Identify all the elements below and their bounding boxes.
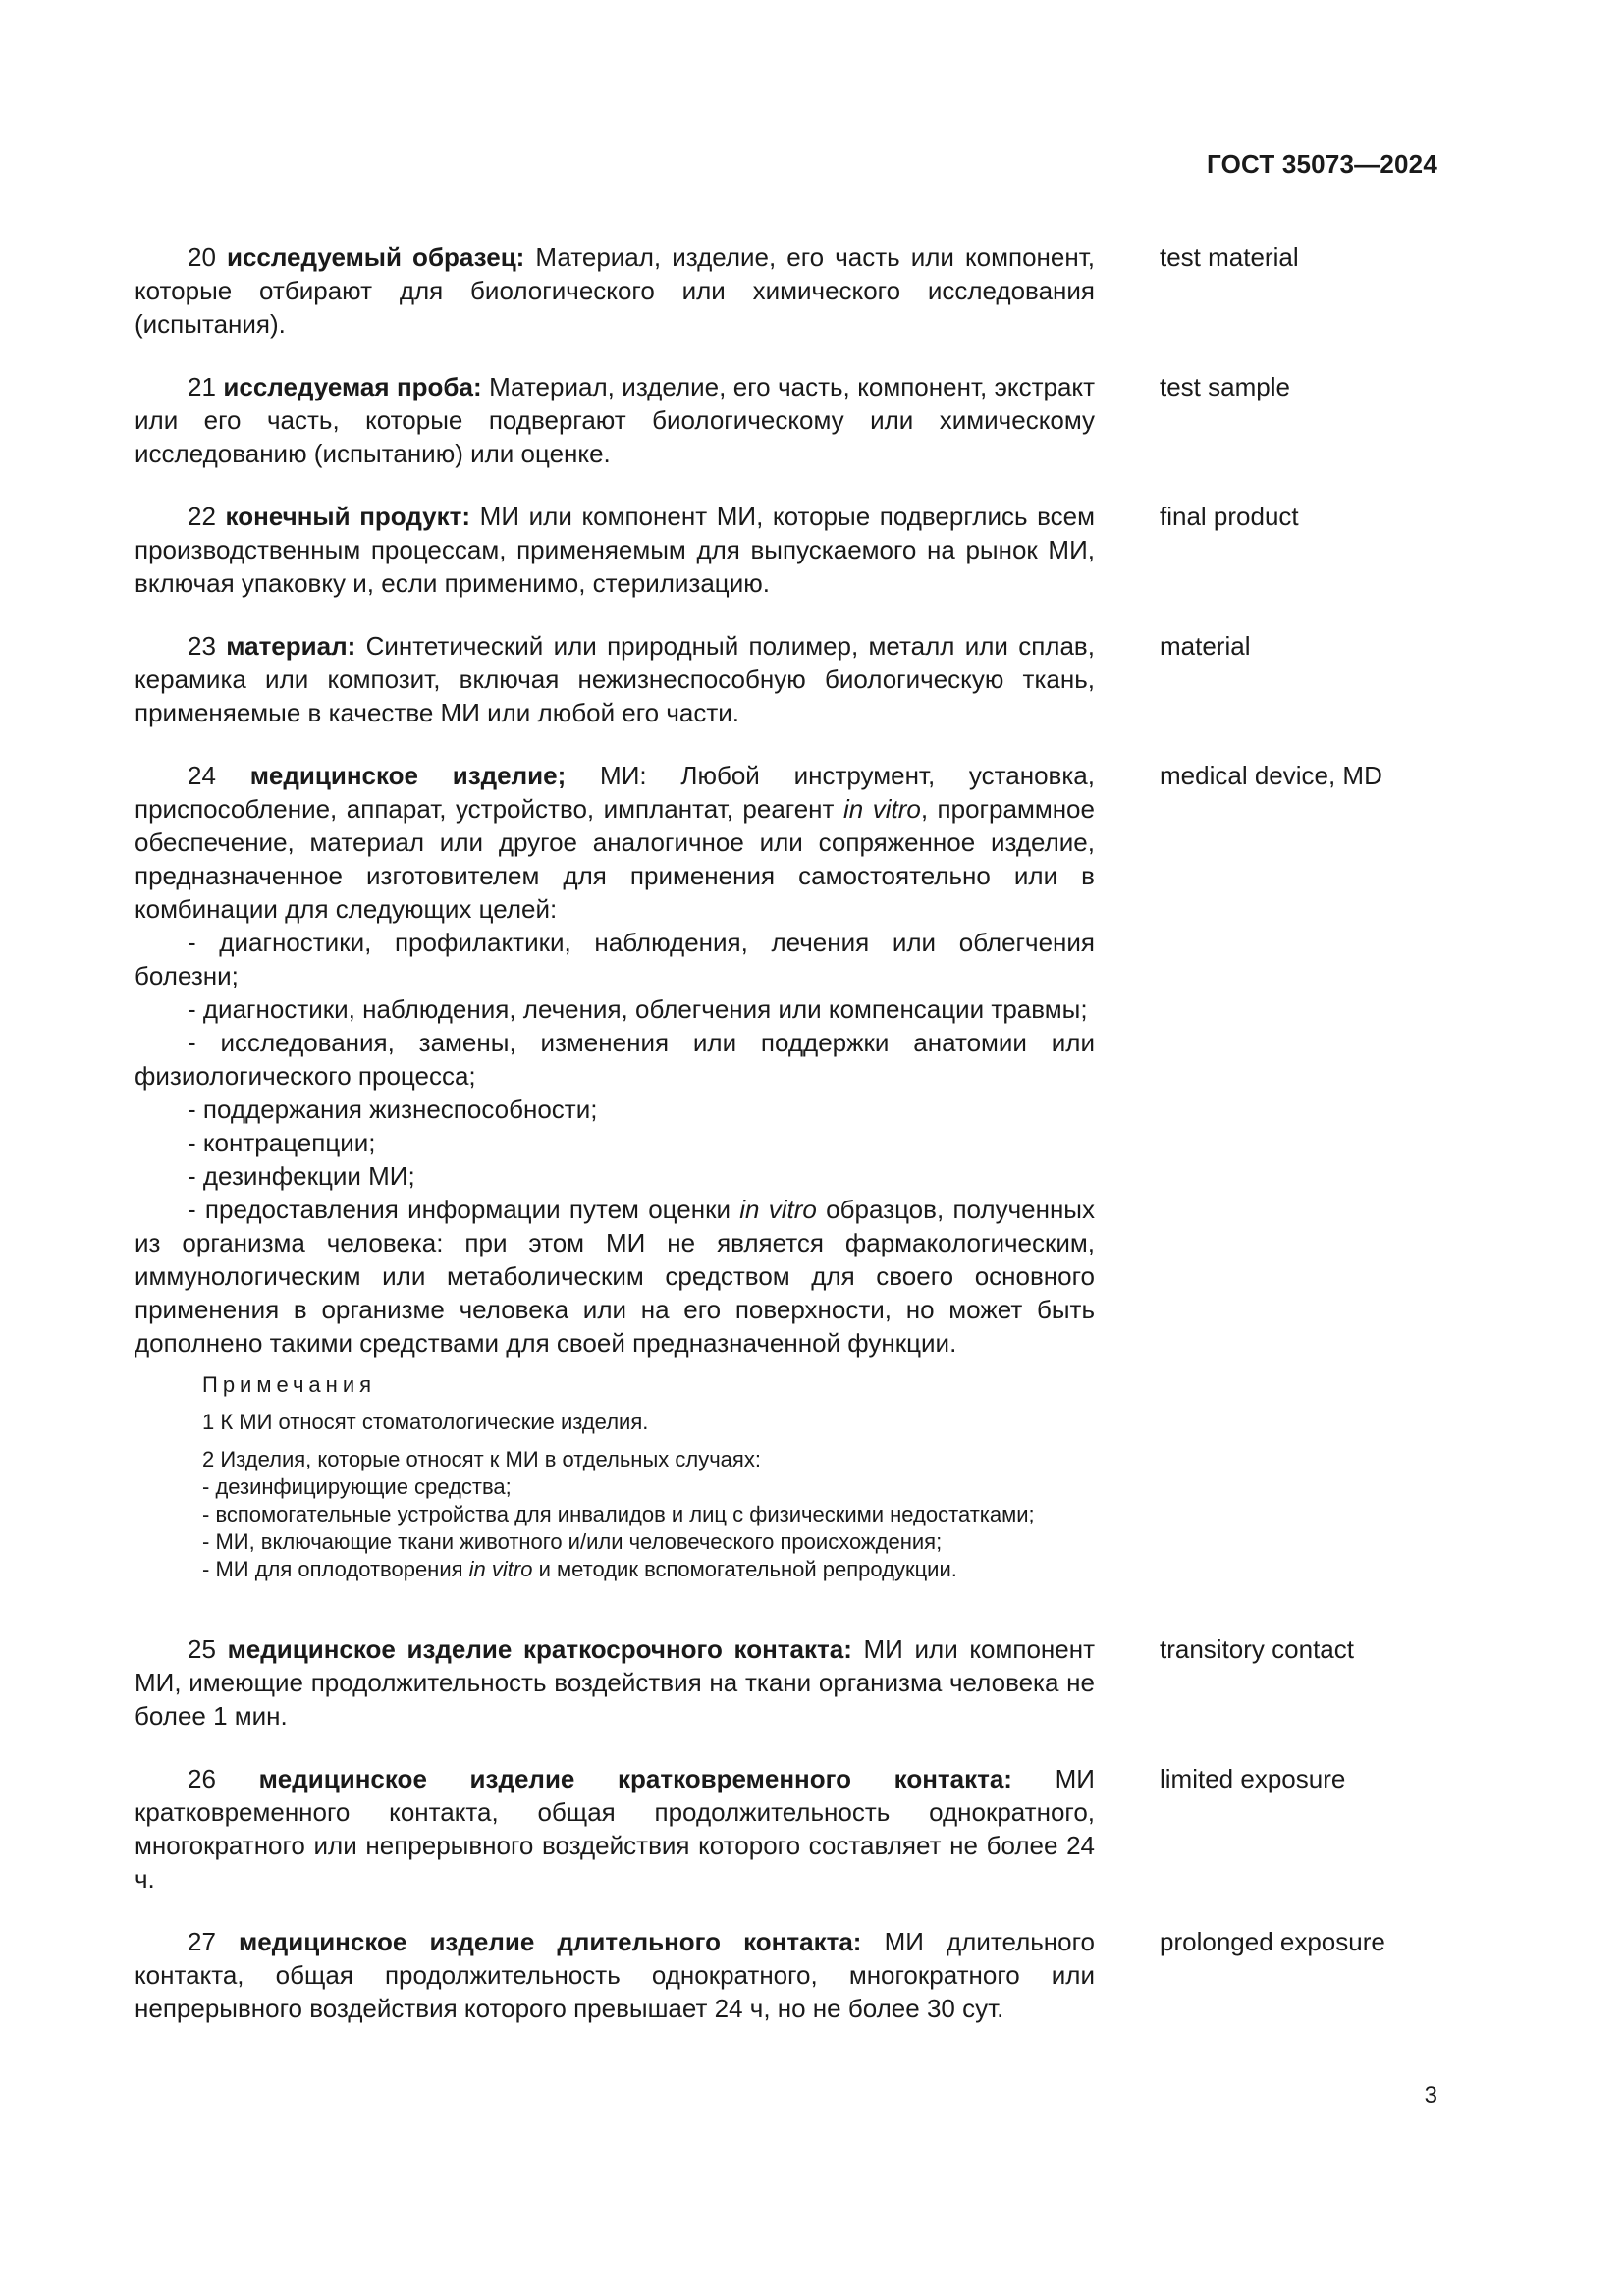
page-number: 3 <box>1424 2082 1437 2109</box>
term-definition: 27 медицинское изделие длительного контакта: МИ длительного контакта, общая продолжительность однократного, многократного или непрерывного воздействия которого превышает 24 ч, но не более 30 сут. <box>135 1927 1095 2023</box>
list-item: - дезинфекции МИ; <box>188 1161 415 1191</box>
term-definition: 22 конечный продукт: МИ или компонент МИ, которые подверглись всем производственным процессам, применяемым для выпускаемого на рынок МИ, включая упаковку и, если применимо, стерилизацию. <box>135 502 1095 598</box>
term-entry-20 <box>135 240 1411 341</box>
term-entry-22 <box>135 500 1411 600</box>
note-item: - МИ для оплодотворения in vitro и методик вспомогательной репродукции. <box>202 1557 957 1581</box>
term-name: медицинское изделие кратковременного контакта: <box>258 1764 1012 1793</box>
term-name: конечный продукт: <box>225 502 471 531</box>
notes-block <box>135 1369 1095 1583</box>
term-definition: 20 исследуемый образец: Материал, изделие, его часть или компонент, которые отбирают для биологического или химического исследования (испытания). <box>135 242 1095 339</box>
term-name: материал: <box>226 631 356 661</box>
term-entry-27 <box>135 1925 1411 2025</box>
term-entry-24 <box>135 759 1411 1583</box>
term-entry-26 <box>135 1762 1411 1896</box>
document-code: ГОСТ 35073—2024 <box>1207 149 1437 179</box>
note-item: - МИ, включающие ткани животного и/или человеческого происхождения; <box>202 1529 943 1554</box>
list-item: - поддержания жизнеспособности; <box>188 1095 598 1124</box>
notes-title: Примечания <box>202 1372 377 1397</box>
term-entry-21 <box>135 370 1411 470</box>
term-english: test sample <box>1160 372 1290 401</box>
list-item: - диагностики, наблюдения, лечения, облегчения или компенсации травмы; <box>188 994 1088 1024</box>
note-2: 2 Изделия, которые относят к МИ в отдельных случаях: <box>202 1447 761 1471</box>
note-item: - дезинфицирующие средства; <box>202 1474 512 1499</box>
term-name: исследуемая проба: <box>223 372 482 401</box>
term-definition: 25 медицинское изделие краткосрочного контакта: МИ или компонент МИ, имеющие продолжительность воздействия на ткани организма человека не более 1 мин. <box>135 1634 1095 1731</box>
term-english: prolonged exposure <box>1160 1927 1385 1956</box>
list-item: - исследования, замены, изменения или поддержки анатомии или физиологического процесса; <box>135 1028 1095 1091</box>
term-definition: 23 материал: Синтетический или природный полимер, металл или сплав, керамика или композит, включая нежизнеспособную биологическую ткань, применяемые в качестве МИ или любой его части. <box>135 631 1095 727</box>
term-entry-25 <box>135 1632 1411 1733</box>
note-item: - вспомогательные устройства для инвалидов и лиц с физическими недостатками; <box>202 1502 1035 1526</box>
term-name: медицинское изделие краткосрочного контакта: <box>227 1634 852 1664</box>
term-definition: 24 медицинское изделие; МИ: Любой инструмент, установка, приспособление, аппарат, устройство, имплантат, реагент in vitro, программное обеспечение, материал или другое аналогичное или сопряженное изделие, предназначенное изготовителем для применения самостоятельно или в комбинации для следующих целей: <box>135 761 1095 924</box>
term-definition: 21 исследуемая проба: Материал, изделие, его часть, компонент, экстракт или его часть, которые подвергают биологическому или химическому исследованию (испытанию) или оценке. <box>135 372 1095 468</box>
term-english: limited exposure <box>1160 1764 1346 1793</box>
term-english: final product <box>1160 502 1299 531</box>
term-name: медицинское изделие длительного контакта: <box>239 1927 862 1956</box>
term-english: medical device, MD <box>1160 761 1382 790</box>
list-item: - предоставления информации путем оценки in vitro образцов, полученных из организма человека: при этом МИ не является фармакологическим, иммунологическим или метаболическим средством для своего основного применения в организме человека или на его поверхности, но может быть дополнено такими средствами для своей предназначенной функции. <box>135 1195 1095 1358</box>
term-name: исследуемый образец: <box>226 242 525 272</box>
terms-content <box>135 240 1411 2055</box>
list-item: - диагностики, профилактики, наблюдения, лечения или облегчения болезни; <box>135 928 1095 990</box>
term-english: transitory contact <box>1160 1634 1354 1664</box>
term-english: test material <box>1160 242 1299 272</box>
term-definition: 26 медицинское изделие кратковременного контакта: МИ кратковременного контакта, общая продолжительность однократного, многократного или непрерывного воздействия которого составляет не более 24 ч. <box>135 1764 1095 1894</box>
term-entry-23 <box>135 629 1411 729</box>
term-english: material <box>1160 631 1251 661</box>
note-1: 1 К МИ относят стоматологические изделия. <box>202 1410 649 1434</box>
term-name: медицинское изделие; <box>249 761 567 790</box>
list-item: - контрацепции; <box>188 1128 376 1157</box>
